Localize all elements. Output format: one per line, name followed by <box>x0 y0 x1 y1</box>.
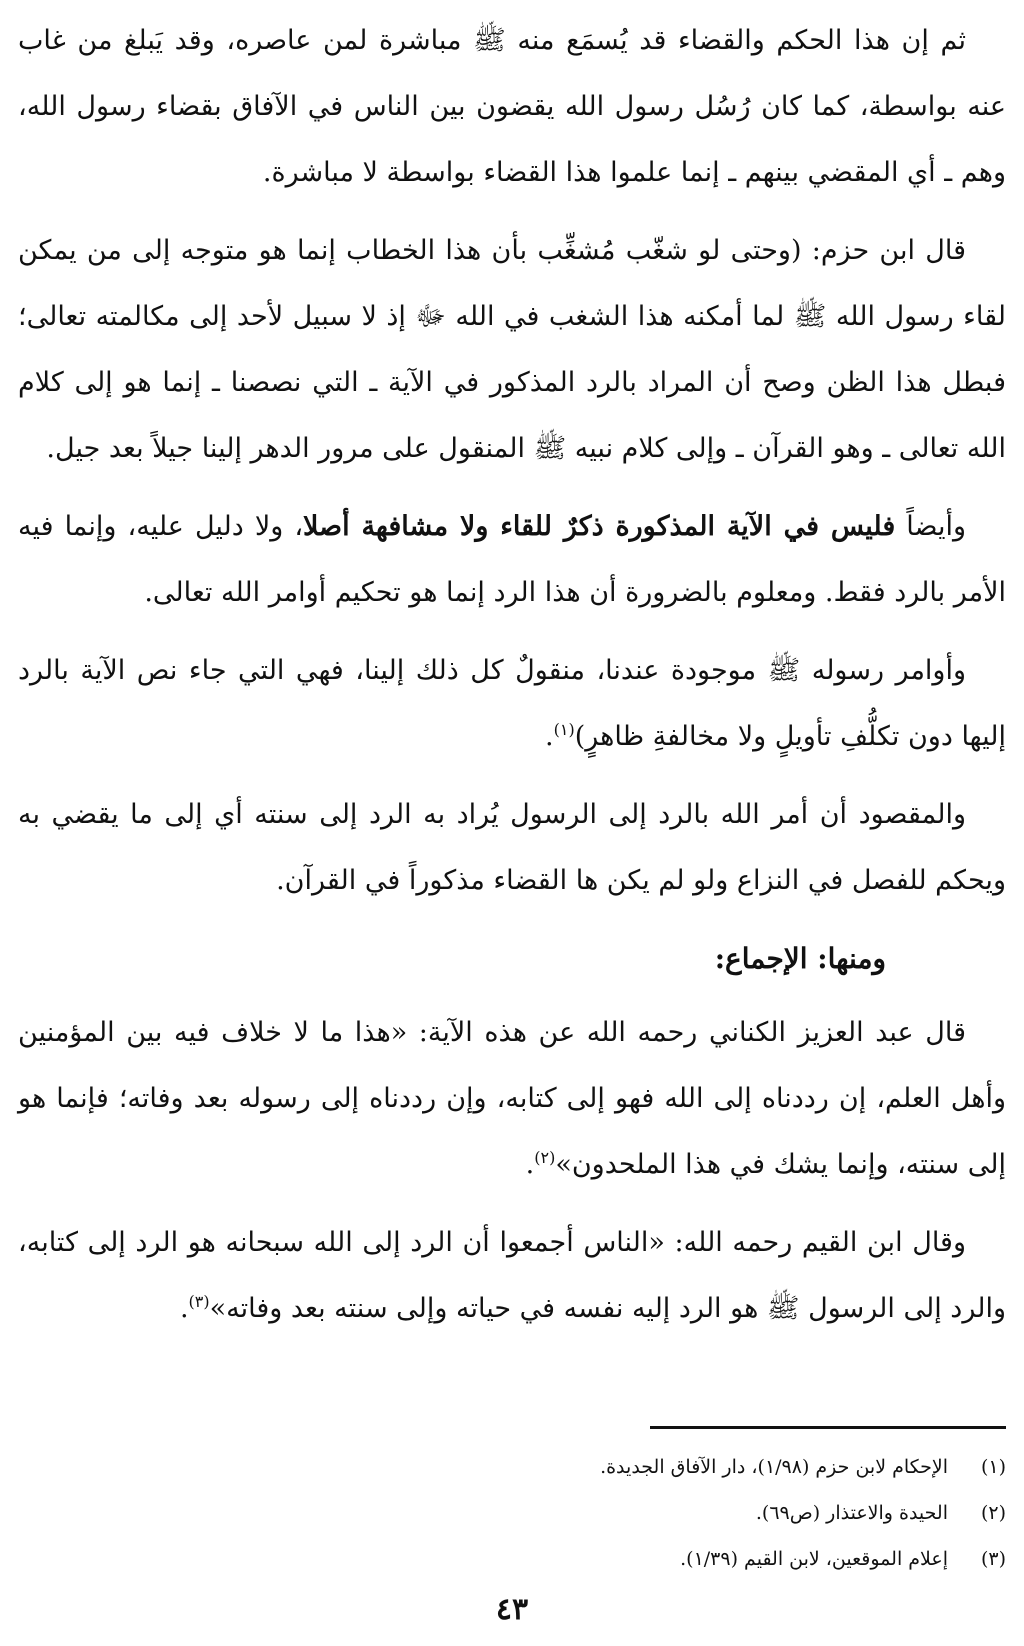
paragraph-1 <box>18 8 1006 206</box>
paragraph-6-text: قال عبد العزيز الكناني رحمه الله عن هذه الآية: «هذا ما لا خلاف فيه بين المؤمنين وأهل العلم، إن رددناه إلى الله فهو إلى كتابه، وإن رددناه إلى رسوله بعد وفاته؛ فإنما هو إلى سنته، وإنما يشك في هذا الملحدون» <box>18 1017 1006 1180</box>
page-body <box>18 8 1006 1638</box>
paragraph-2 <box>18 218 1006 482</box>
paragraph-7 <box>18 1210 1006 1342</box>
footnote-ref-1[interactable]: (١) <box>553 720 575 739</box>
footnote-1-number: (١) <box>980 1456 1006 1478</box>
footnote-3-text: إعلام الموقعين، لابن القيم (١/٣٩). <box>680 1548 948 1570</box>
footnote-ref-3[interactable]: (٣) <box>188 1292 210 1311</box>
paragraph-4-end: . <box>545 721 554 752</box>
paragraph-5 <box>18 782 1006 914</box>
footnote-3 <box>18 1536 1006 1582</box>
paragraph-3 <box>18 494 1006 626</box>
paragraph-4-text: وأوامر رسوله ﷺ موجودة عندنا، منقولٌ كل ذلك إلينا، فهي التي جاء نص الآية بالرد إليها دون تكلُّفِ تأويلٍ ولا مخالفةِ ظاهرٍ) <box>18 655 1006 752</box>
footnote-ref-2[interactable]: (٢) <box>534 1148 556 1167</box>
paragraph-3-bold: فليس في الآية المذكورة ذكرٌ للقاء ولا مشافهة أصلا <box>303 511 896 542</box>
paragraph-4 <box>18 638 1006 770</box>
paragraph-2-text: قال ابن حزم: (وحتى لو شغّب مُشغِّب بأن هذا الخطاب إنما هو متوجه إلى من يمكن لقاء رسول الله ﷺ لما أمكنه هذا الشغب في الله ﷻ إذ لا سبيل لأحد إلى مكالمته تعالى؛ فبطل هذا الظن وصح أن المراد بالرد المذكور في الآية ـ التي نصصنا ـ إنما هو إلى كلام الله تعالى ـ وهو القرآن ـ وإلى كلام نبيه ﷺ المنقول على مرور الدهر إلينا جيلاً بعد جيل. <box>18 235 1006 464</box>
paragraph-7-text: وقال ابن القيم رحمه الله: «الناس أجمعوا أن الرد إلى الله سبحانه هو الرد إلى كتابه، والرد إلى الرسول ﷺ هو الرد إليه نفسه في حياته وإلى سنته بعد وفاته» <box>18 1227 1006 1324</box>
footnote-divider <box>650 1426 1006 1429</box>
paragraph-7-end: . <box>179 1293 189 1324</box>
paragraph-1-text: ثم إن هذا الحكم والقضاء قد يُسمَع منه ﷺ مباشرة لمن عاصره، وقد يَبلغ من غاب عنه بواسطة، كما كان رُسُل رسول الله يقضون بين الناس في الآفاق بقضاء رسول الله، وهم ـ أي المقضي بينهم ـ إنما علموا هذا القضاء بواسطة لا مباشرة. <box>18 25 1006 188</box>
paragraph-3-lead: وأيضاً <box>895 511 967 542</box>
footnote-1 <box>18 1444 1006 1490</box>
page-number: ٤٣ <box>495 1592 529 1627</box>
paragraph-5-text: والمقصود أن أمر الله بالرد إلى الرسول يُراد به الرد إلى سنته أي إلى ما يقضي به ويحكم للفصل في النزاع ولو لم يكن ها القضاء مذكوراً في القرآن. <box>18 799 1006 896</box>
footnote-2-text: الحيدة والاعتذار (ص٦٩). <box>755 1502 948 1524</box>
footnote-2-number: (٢) <box>980 1502 1006 1524</box>
footnote-3-number: (٣) <box>980 1548 1006 1570</box>
paragraph-6 <box>18 1000 1006 1198</box>
footnotes <box>18 1444 1006 1582</box>
footnote-1-text: الإحكام لابن حزم (١/٩٨)، دار الآفاق الجديدة. <box>600 1456 948 1478</box>
paragraph-6-end: . <box>525 1149 535 1180</box>
section-heading: ومنها: الإجماع: <box>714 942 886 975</box>
paragraph-3-rest: ، ولا دليل عليه، وإنما فيه الأمر بالرد فقط. ومعلوم بالضرورة أن هذا الرد إنما هو تحكيم أوامر الله تعالى. <box>18 511 1006 608</box>
footnote-2 <box>18 1490 1006 1536</box>
